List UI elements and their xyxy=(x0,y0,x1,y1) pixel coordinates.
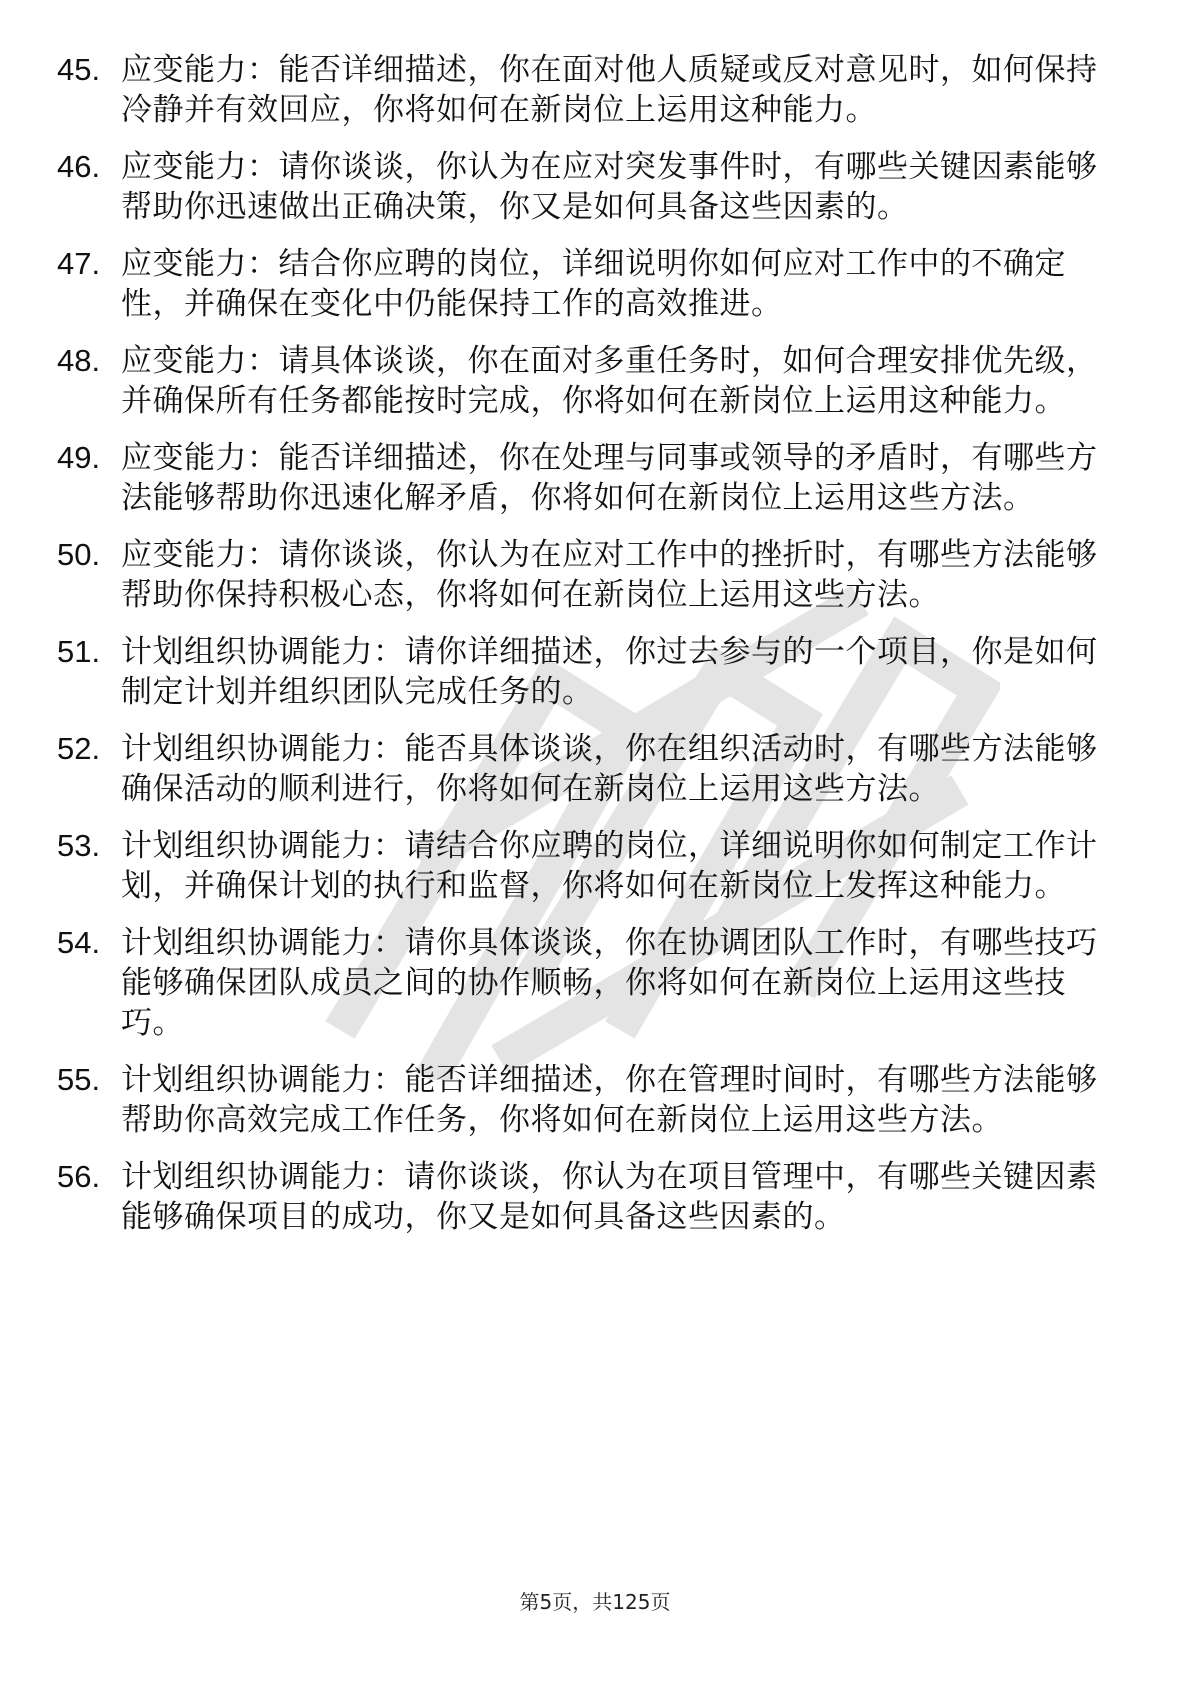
question-list xyxy=(57,50,1127,1254)
question-item xyxy=(57,826,1127,906)
question-number: 46. xyxy=(57,149,101,184)
question-text: 计划组织协调能力：请你详细描述，你过去参与的一个项目，你是如何制定计划并组织团队完成任务的。 xyxy=(121,634,1098,710)
question-item xyxy=(57,50,1127,130)
question-number: 56. xyxy=(57,1159,101,1194)
question-number: 50. xyxy=(57,537,101,572)
question-item xyxy=(57,147,1127,227)
question-text: 应变能力：能否详细描述，你在面对他人质疑或反对意见时，如何保持冷静并有效回应，你将如何在新岗位上运用这种能力。 xyxy=(121,52,1098,128)
question-number: 47. xyxy=(57,246,101,281)
question-text: 应变能力：请你谈谈，你认为在应对工作中的挫折时，有哪些方法能够帮助你保持积极心态，你将如何在新岗位上运用这些方法。 xyxy=(121,537,1098,613)
question-number: 48. xyxy=(57,343,101,378)
question-text: 计划组织协调能力：请你具体谈谈，你在协调团队工作时，有哪些技巧能够确保团队成员之间的协作顺畅，你将如何在新岗位上运用这些技巧。 xyxy=(121,925,1098,1041)
question-text: 计划组织协调能力：能否详细描述，你在管理时间时，有哪些方法能够帮助你高效完成工作任务，你将如何在新岗位上运用这些方法。 xyxy=(121,1062,1098,1138)
question-number: 53. xyxy=(57,828,101,863)
page-footer: 第5页，共125页 xyxy=(519,1590,671,1614)
question-text: 计划组织协调能力：请结合你应聘的岗位，详细说明你如何制定工作计划，并确保计划的执行和监督，你将如何在新岗位上发挥这种能力。 xyxy=(121,828,1098,904)
question-text: 应变能力：结合你应聘的岗位，详细说明你如何应对工作中的不确定性，并确保在变化中仍能保持工作的高效推进。 xyxy=(121,246,1066,322)
question-number: 52. xyxy=(57,731,101,766)
question-number: 49. xyxy=(57,440,101,475)
question-number: 54. xyxy=(57,925,101,960)
question-text: 应变能力：请具体谈谈，你在面对多重任务时，如何合理安排优先级，并确保所有任务都能按时完成，你将如何在新岗位上运用这种能力。 xyxy=(121,343,1098,419)
question-text: 应变能力：能否详细描述，你在处理与同事或领导的矛盾时，有哪些方法能够帮助你迅速化解矛盾，你将如何在新岗位上运用这些方法。 xyxy=(121,440,1098,516)
question-item xyxy=(57,244,1127,324)
question-text: 应变能力：请你谈谈，你认为在应对突发事件时，有哪些关键因素能够帮助你迅速做出正确决策，你又是如何具备这些因素的。 xyxy=(121,149,1098,225)
question-item xyxy=(57,729,1127,809)
question-text: 计划组织协调能力：能否具体谈谈，你在组织活动时，有哪些方法能够确保活动的顺利进行，你将如何在新岗位上运用这些方法。 xyxy=(121,731,1098,807)
question-number: 51. xyxy=(57,634,101,669)
question-item xyxy=(57,1157,1127,1237)
question-item xyxy=(57,632,1127,712)
question-number: 45. xyxy=(57,52,101,87)
question-item xyxy=(57,535,1127,615)
question-item xyxy=(57,1060,1127,1140)
question-item xyxy=(57,438,1127,518)
question-number: 55. xyxy=(57,1062,101,1097)
question-item xyxy=(57,923,1127,1043)
question-text: 计划组织协调能力：请你谈谈，你认为在项目管理中，有哪些关键因素能够确保项目的成功，你又是如何具备这些因素的。 xyxy=(121,1159,1098,1235)
question-item xyxy=(57,341,1127,421)
